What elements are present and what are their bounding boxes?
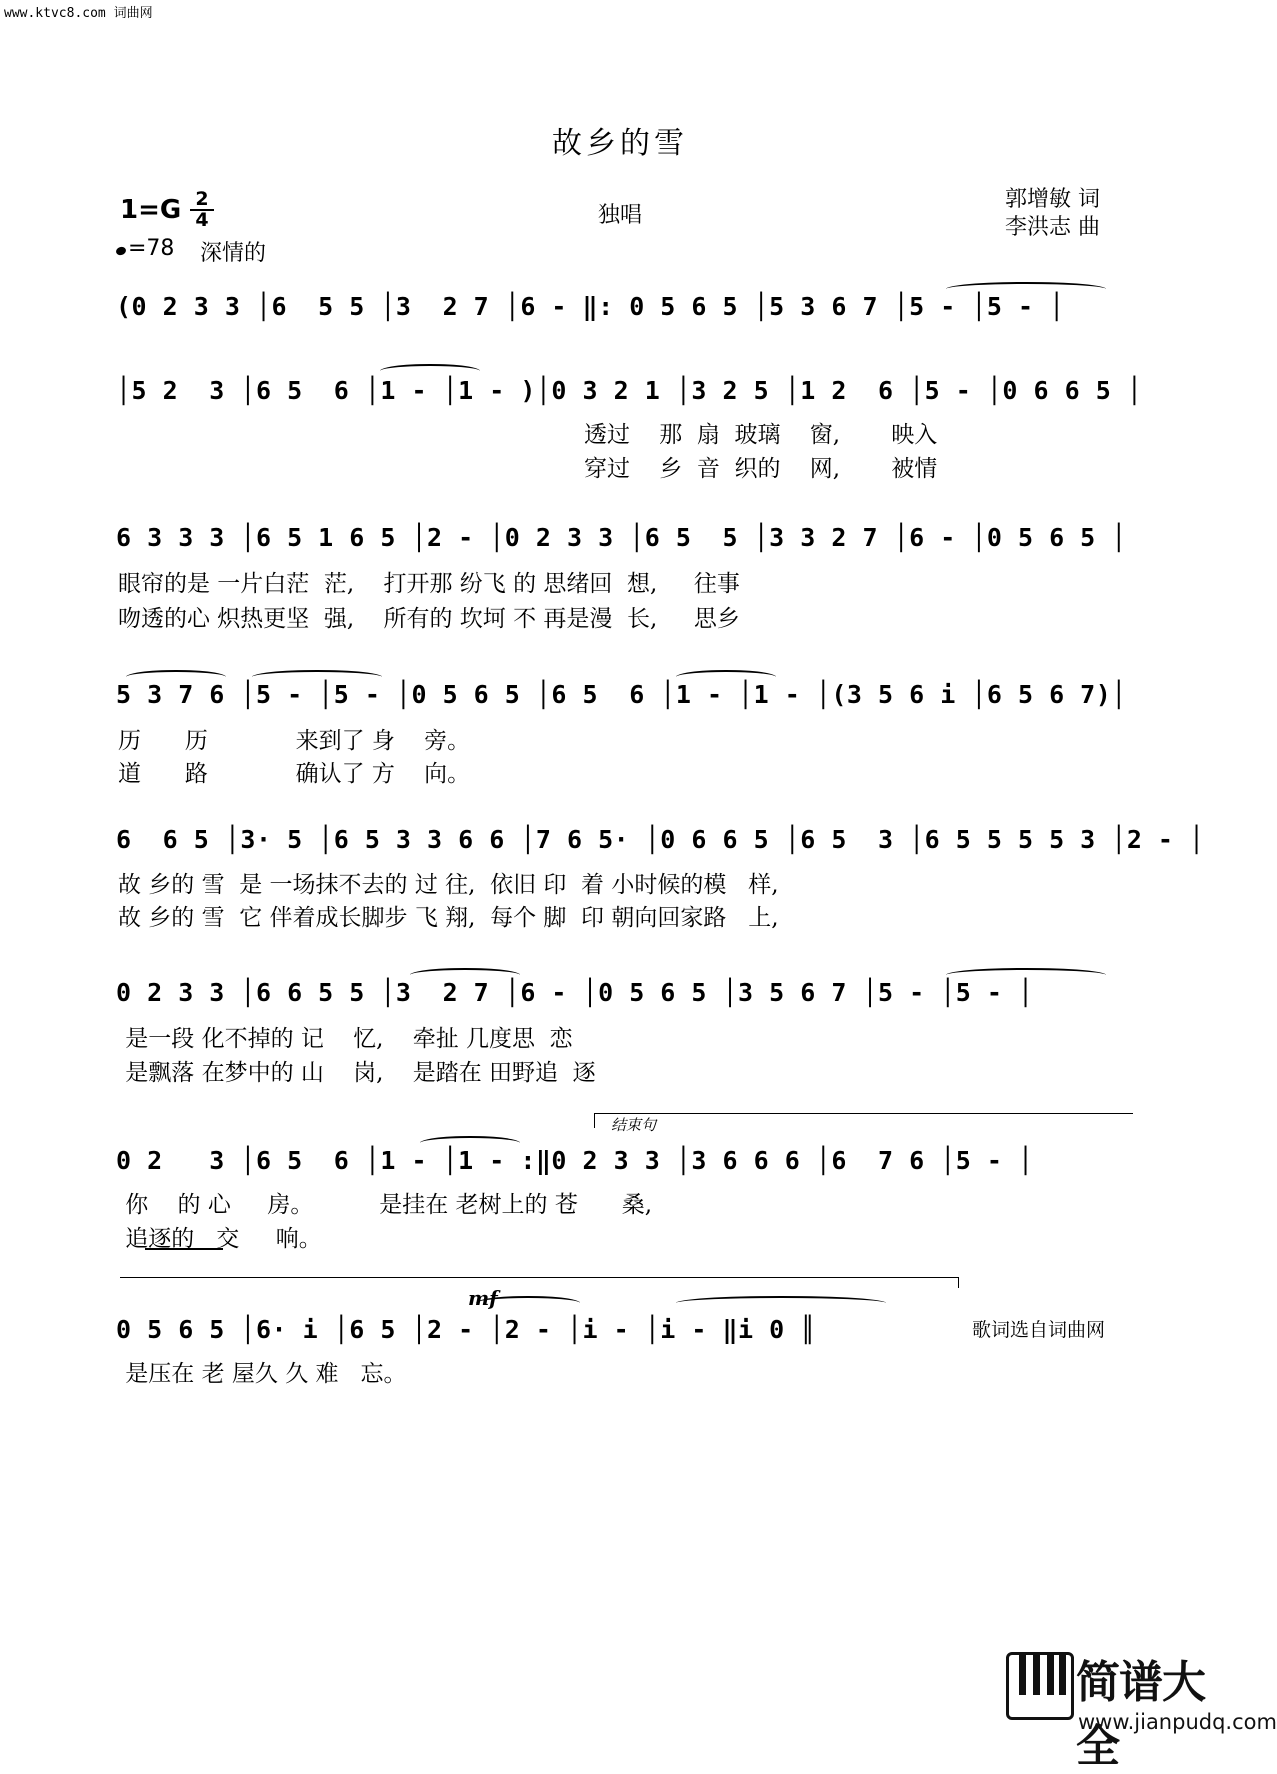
logo-brand: 简谱大全 [1076, 1657, 1205, 1772]
lyric-row-3-verse-2: 吻透的心 炽热更坚 强, 所有的 坎坷 不 再是漫 长, 思乡 [118, 606, 740, 632]
lyric-row-4-verse-1: 历 历 来到了 身 旁。 [118, 728, 471, 754]
slur-arc [410, 968, 520, 982]
score-row-8: 0 5 6 5 │6· i │6 5 │2 - │2 - │i - │i - ‖i 0 ║ [116, 1315, 816, 1344]
key-signature: 1=G [120, 195, 182, 225]
lyric-row-5-verse-1: 故 乡的 雪 是 一场抹不去的 过 往, 依旧 印 着 小时候的模 样, [118, 872, 779, 898]
lyric-row-3-verse-1: 眼帘的是 一片白茫 茫, 打开那 纷飞 的 思绪回 想, 往事 [118, 571, 740, 597]
lyric-row-6-verse-2: 是飘落 在梦中的 山 岗, 是踏在 田野追 逐 [118, 1060, 596, 1086]
credits [1005, 186, 1100, 242]
tie-arc [946, 968, 1106, 982]
score-row-6: 0 2 3 3 │6 6 5 5 │3 2 7 │6 - │0 5 6 5 │3 5 6 7 │5 - │5 - │ [116, 978, 1034, 1007]
tie-arc [676, 670, 776, 684]
logo-url: www.jianpudq.com [1078, 1710, 1277, 1734]
performance-type: 独唱 [598, 203, 643, 228]
score-row-7: 0 2 3 │6 5 6 │1 - │1 - :‖0 2 3 3 │3 6 6 6 │6 7 6 │5 - │ [116, 1146, 1034, 1175]
dynamic-mark: mf [468, 1286, 498, 1310]
tie-arc [420, 1136, 520, 1150]
lyric-row-8-verse-1: 是压在 老 屋久 久 难 忘。 [118, 1361, 407, 1387]
ending-bracket: 结束句 [594, 1113, 1133, 1128]
lyric-row-6-verse-1: 是一段 化不掉的 记 忆, 牵扯 几度思 恋 [118, 1026, 573, 1052]
tie-arc [676, 1296, 886, 1310]
site-logo [1006, 1640, 1277, 1772]
lyric-row-7-verse-1: 你 的 心 房。 是挂在 老树上的 苍 桑, [118, 1192, 653, 1218]
lyric-row-7-verse-2: 追逐的 交 响。 [118, 1226, 322, 1252]
time-top: 2 [195, 188, 209, 210]
lyricist: 郭增敏 词 [1005, 187, 1100, 212]
time-signature [190, 190, 214, 230]
lyric-row-2-verse-2: 穿过 乡 音 织的 网, 被情 [584, 456, 938, 482]
score-row-3: 6 3 3 3 │6 5 1 6 5 │2 - │0 2 3 3 │6 5 5 │3 3 2 7 │6 - │0 5 6 5 │ [116, 523, 1127, 552]
site-watermark: www.ktvc8.com 词曲网 [4, 6, 153, 21]
lyric-row-2-verse-1: 透过 那 扇 玻璃 窗, 映入 [584, 422, 938, 448]
lyric-row-4-verse-2: 道 路 确认了 方 向。 [118, 761, 471, 787]
score-row-1: (0 2 3 3 │6 5 5 │3 2 7 │6 - ‖: 0 5 6 5 │5 3 6 7 │5 - │5 - │ [116, 292, 1065, 321]
tie-arc [252, 670, 382, 684]
lyric-underline [145, 1248, 223, 1250]
composer: 李洪志 曲 [1005, 215, 1100, 240]
piano-icon [1006, 1652, 1074, 1720]
score-row-4: 5 3 7 6 │5 - │5 - │0 5 6 5 │6 5 6 │1 - │1 - │(3 5 6 i │6 5 6 7)│ [116, 680, 1127, 709]
expression-mark: 深情的 [200, 241, 267, 266]
tie-arc [476, 1296, 580, 1310]
time-bottom: 4 [195, 209, 209, 231]
slur-arc [126, 670, 226, 684]
song-title: 故乡的雪 [552, 126, 688, 161]
final-bracket [120, 1277, 959, 1288]
quarter-note-icon [115, 246, 127, 257]
source-note: 歌词选自词曲网 [972, 1319, 1106, 1341]
tempo-mark [116, 236, 174, 261]
tie-arc [380, 364, 480, 378]
tempo-value: =78 [128, 236, 175, 261]
score-row-2: │5 2 3 │6 5 6 │1 - │1 - )│0 3 2 1 │3 2 5 │1 2 6 │5 - │0 6 6 5 │ [116, 376, 1143, 405]
score-row-5: 6 6 5 │3· 5 │6 5 3 3 6 6 │7 6 5· │0 6 6 5 │6 5 3 │6 5 5 5 5 3 │2 - │ [116, 825, 1205, 854]
tie-arc [946, 282, 1106, 296]
lyric-row-5-verse-2: 故 乡的 雪 它 伴着成长脚步 飞 翔, 每个 脚 印 朝向回家路 上, [118, 905, 779, 931]
